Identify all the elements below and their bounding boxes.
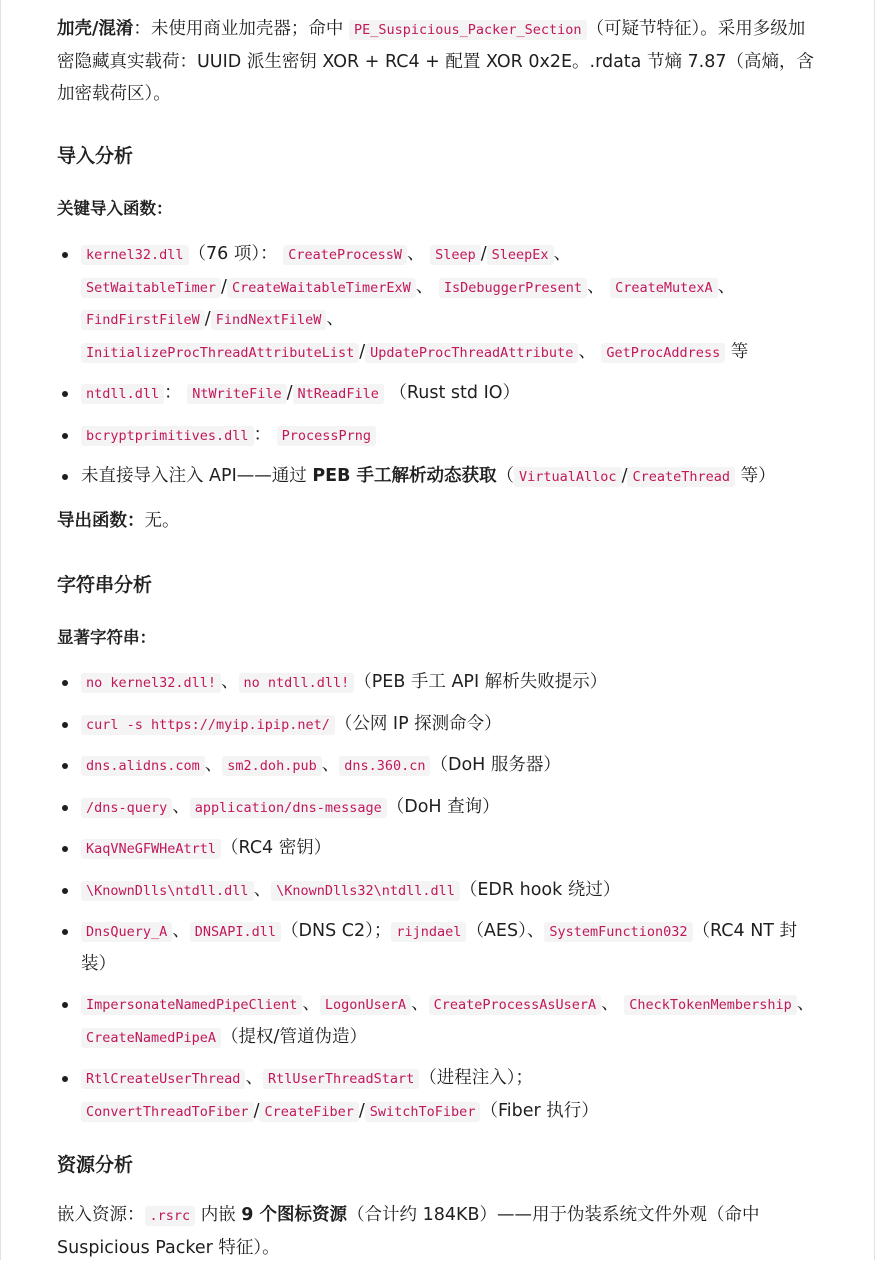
string-code: SystemFunction032 (544, 922, 692, 942)
list-item: \KnownDlls\ntdll.dll 、 \KnownDlls32\ntdll.dll （EDR hook 绕过） (57, 875, 822, 908)
string-code: RtlUserThreadStart (263, 1069, 419, 1089)
string-code: dns.360.cn (339, 756, 430, 776)
strings-list (57, 667, 822, 1128)
list-item: 未直接导入注入 API——通过 PEB 手工解析动态获取（ VirtualAlloc / CreateThread 等） (57, 461, 822, 494)
string-code: /dns-query (81, 798, 172, 818)
string-code: CreateFiber (259, 1102, 358, 1122)
imports-heading: 导入分析 (57, 145, 134, 167)
function-code: CreateWaitableTimerExW (227, 278, 416, 298)
function-code: ProcessPrng (277, 426, 376, 446)
function-code: FindFirstFileW (81, 310, 205, 330)
list-item: no kernel32.dll! 、 no ntdll.dll! （PEB 手工 API 解析失败提示） (57, 667, 822, 700)
string-code: no ntdll.dll! (239, 673, 355, 693)
function-code: NtReadFile (293, 384, 384, 404)
list-item: curl -s https://myip.ipip.net/ （公网 IP 探测命令） (57, 709, 822, 742)
exports-value: 无。 (144, 511, 180, 531)
string-code: dns.alidns.com (81, 756, 205, 776)
string-code: KaqVNeGFWHeAtrtl (81, 839, 221, 859)
exports-label: 导出函数： (57, 511, 145, 531)
resources-paragraph: 嵌入资源： .rsrc 内嵌 9 个图标资源（合计约 184KB）——用于伪装系统文件外观（命中 Suspicious Packer 特征）。 (57, 1205, 760, 1258)
list-item: bcryptprimitives.dll ： ProcessPrng (57, 420, 822, 453)
resource-section-code: .rsrc (145, 1206, 196, 1226)
function-code: IsDebuggerPresent (439, 278, 587, 298)
packer-paragraph: 加壳/混淆：未使用商业加壳器；命中 PE_Suspicious_Packer_Section （可疑节特征）。采用多级加密隐藏真实载荷：UUID 派生密钥 XOR + RC4 + 配置 XOR 0x2E。.rdata 节熵 7.87（高熵，含加密载荷区）。 (57, 19, 814, 104)
list-item: dns.alidns.com 、 sm2.doh.pub 、 dns.360.cn （DoH 服务器） (57, 750, 822, 783)
string-code: LogonUserA (320, 995, 411, 1015)
string-code: \KnownDlls32\ntdll.dll (271, 881, 460, 901)
function-code: InitializeProcThreadAttributeList (81, 343, 359, 363)
resources-heading: 资源分析 (57, 1154, 134, 1176)
string-code: rijndael (391, 922, 466, 942)
string-code: ImpersonateNamedPipeClient (81, 995, 302, 1015)
string-code: application/dns-message (190, 798, 387, 818)
function-code: CreateProcessW (283, 245, 407, 265)
strings-subheading: 显著字符串： (57, 628, 156, 647)
function-code: VirtualAlloc (514, 467, 622, 487)
string-code: CreateProcessAsUserA (429, 995, 602, 1015)
string-code: sm2.doh.pub (222, 756, 321, 776)
function-code: CreateThread (627, 467, 735, 487)
list-item: kernel32.dll （76 项）： CreateProcessW 、 Sleep / SleepEx 、 SetWaitableTimer / CreateWaitableTimerExW 、 IsDebuggerPresent 、 CreateMutexA 、 FindFirstFileW / FindNextFileW 、 InitializeProcThreadAttributeList / UpdateProcThreadAttribute 、 GetProcAddress 等 (57, 239, 822, 369)
dll-code: bcryptprimitives.dll (81, 426, 254, 446)
function-code: NtWriteFile (187, 384, 286, 404)
dll-code: ntdll.dll (81, 384, 164, 404)
list-item: /dns-query 、 application/dns-message （DoH 查询） (57, 792, 822, 825)
list-item: ImpersonateNamedPipeClient 、 LogonUserA 、 CreateProcessAsUserA 、 CheckTokenMembership 、CreateNamedPipeA （提权/管道伪造） (57, 989, 822, 1054)
dll-code: kernel32.dll (81, 245, 189, 265)
imports-subheading: 关键导入函数： (57, 199, 173, 218)
string-code: \KnownDlls\ntdll.dll (81, 881, 254, 901)
list-item: DnsQuery_A 、 DNSAPI.dll （DNS C2）； rijndael （AES）、 SystemFunction032 （RC4 NT 封装） (57, 916, 822, 980)
function-code: SleepEx (487, 245, 554, 265)
function-code: Sleep (430, 245, 481, 265)
string-code: CreateNamedPipeA (81, 1028, 221, 1048)
list-item: RtlCreateUserThread 、 RtlUserThreadStart （进程注入）； ConvertThreadToFiber / CreateFiber / SwitchToFiber （Fiber 执行） (57, 1063, 822, 1128)
strings-heading: 字符串分析 (57, 574, 153, 596)
function-code: SetWaitableTimer (81, 278, 221, 298)
string-code: no kernel32.dll! (81, 673, 221, 693)
packer-label: 加壳/混淆 (57, 19, 134, 39)
function-code: UpdateProcThreadAttribute (365, 343, 578, 363)
string-code: ConvertThreadToFiber (81, 1102, 254, 1122)
string-code: DNSAPI.dll (190, 922, 281, 942)
function-code: GetProcAddress (601, 343, 725, 363)
string-code: SwitchToFiber (365, 1102, 481, 1122)
string-code: RtlCreateUserThread (81, 1069, 245, 1089)
exports-line (57, 505, 822, 537)
list-item: ntdll.dll ： NtWriteFile / NtReadFile （Rust std IO） (57, 378, 822, 411)
string-code: curl -s https://myip.ipip.net/ (81, 715, 335, 735)
string-code: DnsQuery_A (81, 922, 172, 942)
string-code: CheckTokenMembership (624, 995, 797, 1015)
imports-list (57, 239, 822, 494)
function-code: CreateMutexA (610, 278, 718, 298)
list-item: KaqVNeGFWHeAtrtl （RC4 密钥） (57, 833, 822, 866)
function-code: FindNextFileW (211, 310, 327, 330)
packer-rule-code: PE_Suspicious_Packer_Section (349, 20, 587, 40)
